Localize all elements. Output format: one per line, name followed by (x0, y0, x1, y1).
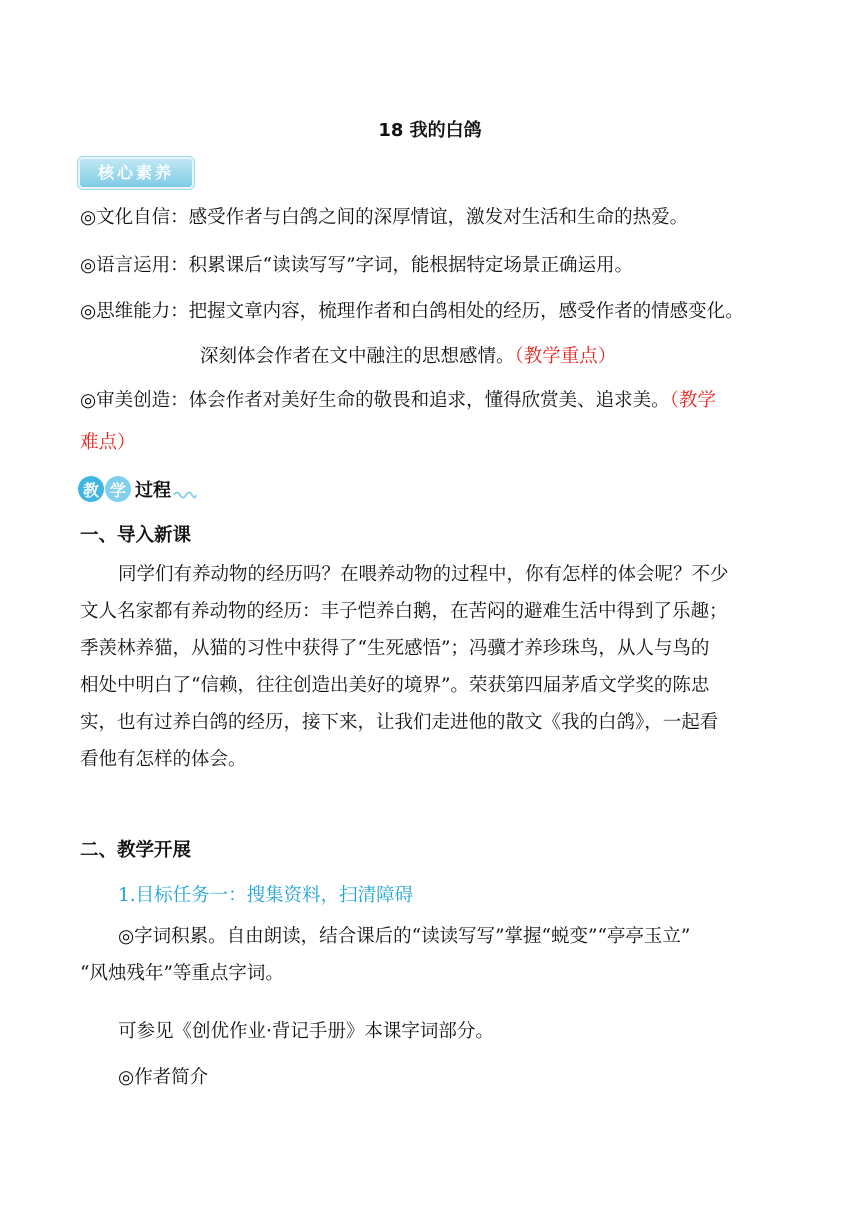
difficulty-note: （教学 (669, 390, 716, 411)
objective-text: ◎文化自信：感受作者与白鸽之间的深厚情谊，激发对生活和生命的热爱。 (80, 207, 689, 228)
objective-aesthetic-continued (80, 428, 136, 454)
objective-language (80, 251, 633, 277)
heading-text: 过程 (135, 480, 171, 501)
paragraph-line: 相处中明白了“信赖，往往创造出美好的境界”。荣获第四届茅盾文学奖的陈忠 (80, 675, 710, 696)
heading-circle-char: 教 (78, 476, 104, 502)
vocab-paragraph (80, 918, 780, 992)
paragraph-line: 季羡林养猫，从猫的习性中获得了“生死感悟”；冯骥才养珍珠鸟，从人与鸟的 (80, 638, 710, 659)
paragraph-line: 看他有怎样的体会。 (80, 749, 247, 770)
paragraph-line: 同学们有养动物的经历吗？在喂养动物的过程中，你有怎样的体会呢？不少 (118, 564, 729, 585)
lesson-title: 18 我的白鸽 (378, 120, 482, 141)
objective-text: ◎审美创造：体会作者对美好生命的敬畏和追求，懂得欣赏美、追求美。 (80, 390, 670, 411)
intro-paragraph (80, 556, 780, 778)
paragraph-line: 实，也有过养白鸽的经历，接下来，让我们走进他的散文《我的白鸽》，一起看 (80, 712, 719, 733)
paragraph-line: “风烛残年”等重点字词。 (80, 963, 284, 984)
objective-aesthetic (80, 386, 716, 412)
objective-thinking-continued (200, 342, 616, 368)
objective-text: ◎思维能力：把握文章内容，梳理作者和白鸽相处的经历，感受作者的情感变化。 (80, 301, 744, 322)
key-point-note: （教学重点） (514, 346, 617, 367)
task-1-heading: 1.目标任务一：搜集资料，扫清障碍 (118, 885, 414, 906)
heading-circle-char: 学 (105, 476, 131, 502)
objective-text: ◎语言运用：积累课后“读读写写”字词，能根据特定场景正确运用。 (80, 255, 634, 276)
objective-culture (80, 203, 688, 229)
objective-thinking (80, 297, 744, 323)
objective-text: 深刻体会作者在文中融注的思想感情。 (200, 346, 515, 367)
author-intro-heading: ◎作者简介 (118, 1067, 209, 1088)
section-1-title: 一、导入新课 (80, 525, 192, 546)
wave-decoration-icon (173, 489, 197, 499)
paragraph-line: 文人名家都有养动物的经历：丰子恺养白鹅，在苦闷的避难生活中得到了乐趣； (80, 601, 728, 622)
teaching-process-heading (78, 473, 197, 505)
section-2-title: 二、教学开展 (80, 840, 192, 861)
core-literacy-badge: 核心素养 (78, 157, 194, 189)
paragraph-line: ◎字词积累。自由朗读，结合课后的“读读写写”掌握“蜕变”“亭亭玉立” (118, 926, 691, 947)
reference-line: 可参见《创优作业·背记手册》本课字词部分。 (118, 1021, 494, 1042)
difficulty-note-continued: 难点） (80, 432, 136, 453)
